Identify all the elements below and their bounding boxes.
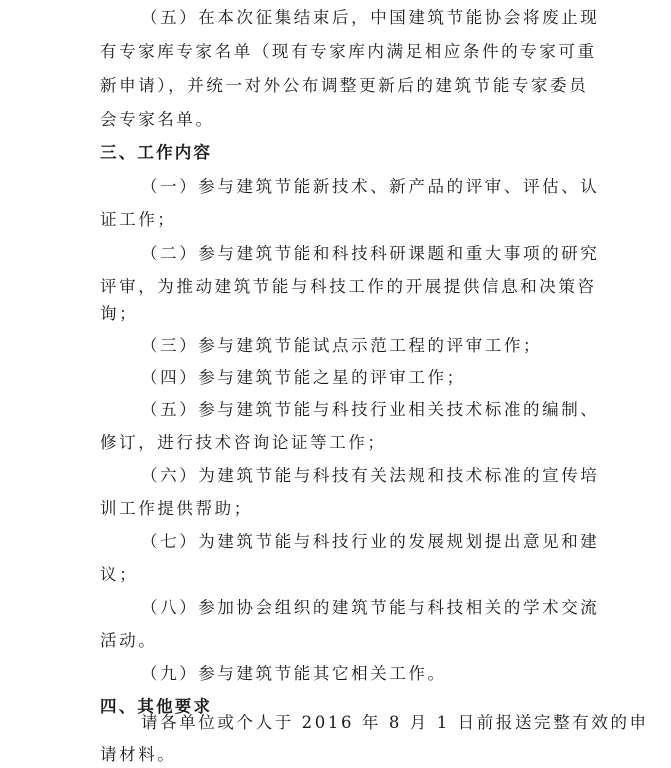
para-5-line-2: 有专家库专家名单（现有专家库内满足相应条件的专家可重: [100, 42, 597, 61]
item-9-line-1: （九）参与建筑节能其它相关工作。: [141, 664, 447, 683]
item-1-line-1: （一）参与建筑节能新技术、新产品的评审、评估、认: [141, 177, 600, 196]
item-6-line-1: （六）为建筑节能与科技有关法规和技术标准的宣传培: [141, 466, 600, 485]
para-5-line-3: 新申请），并统一对外公布调整更新后的建筑节能专家委员: [100, 76, 589, 95]
section-4-heading: 四、其他要求: [100, 697, 213, 716]
item-4-line-1: （四）参与建筑节能之星的评审工作；: [141, 368, 466, 387]
item-2-line-2: 评审，为推动建筑节能与科技工作的开展提供信息和决策咨: [100, 277, 597, 296]
item-5-line-1: （五）参与建筑节能与科技行业相关技术标准的编制、: [141, 400, 600, 419]
item-7-line-2: 议；: [100, 565, 139, 584]
para-5-line-1: （五）在本次征集结束后，中国建筑节能协会将废止现: [141, 8, 600, 27]
closing-line-1: 请各单位或个人于 2016 年 8 月 1 日前报送完整有效的申: [141, 713, 649, 732]
item-2-line-3: 询；: [100, 304, 139, 323]
item-2-line-1: （二）参与建筑节能和科技科研课题和重大事项的研究: [141, 244, 600, 263]
item-7-line-1: （七）为建筑节能与科技行业的发展规划提出意见和建: [141, 532, 600, 551]
item-6-line-2: 训工作提供帮助；: [100, 499, 253, 518]
closing-line-2: 请材料。: [100, 745, 177, 764]
item-5-line-2: 修订，进行技术咨询论证等工作；: [100, 433, 387, 452]
para-5-line-4: 会专家名单。: [100, 110, 215, 129]
section-3-heading: 三、工作内容: [100, 143, 213, 162]
item-8-line-2: 活动。: [100, 631, 158, 650]
item-1-line-2: 证工作；: [100, 210, 177, 229]
item-3-line-1: （三）参与建筑节能试点示范工程的评审工作；: [141, 336, 543, 355]
item-8-line-1: （八）参加协会组织的建筑节能与科技相关的学术交流: [141, 598, 600, 617]
